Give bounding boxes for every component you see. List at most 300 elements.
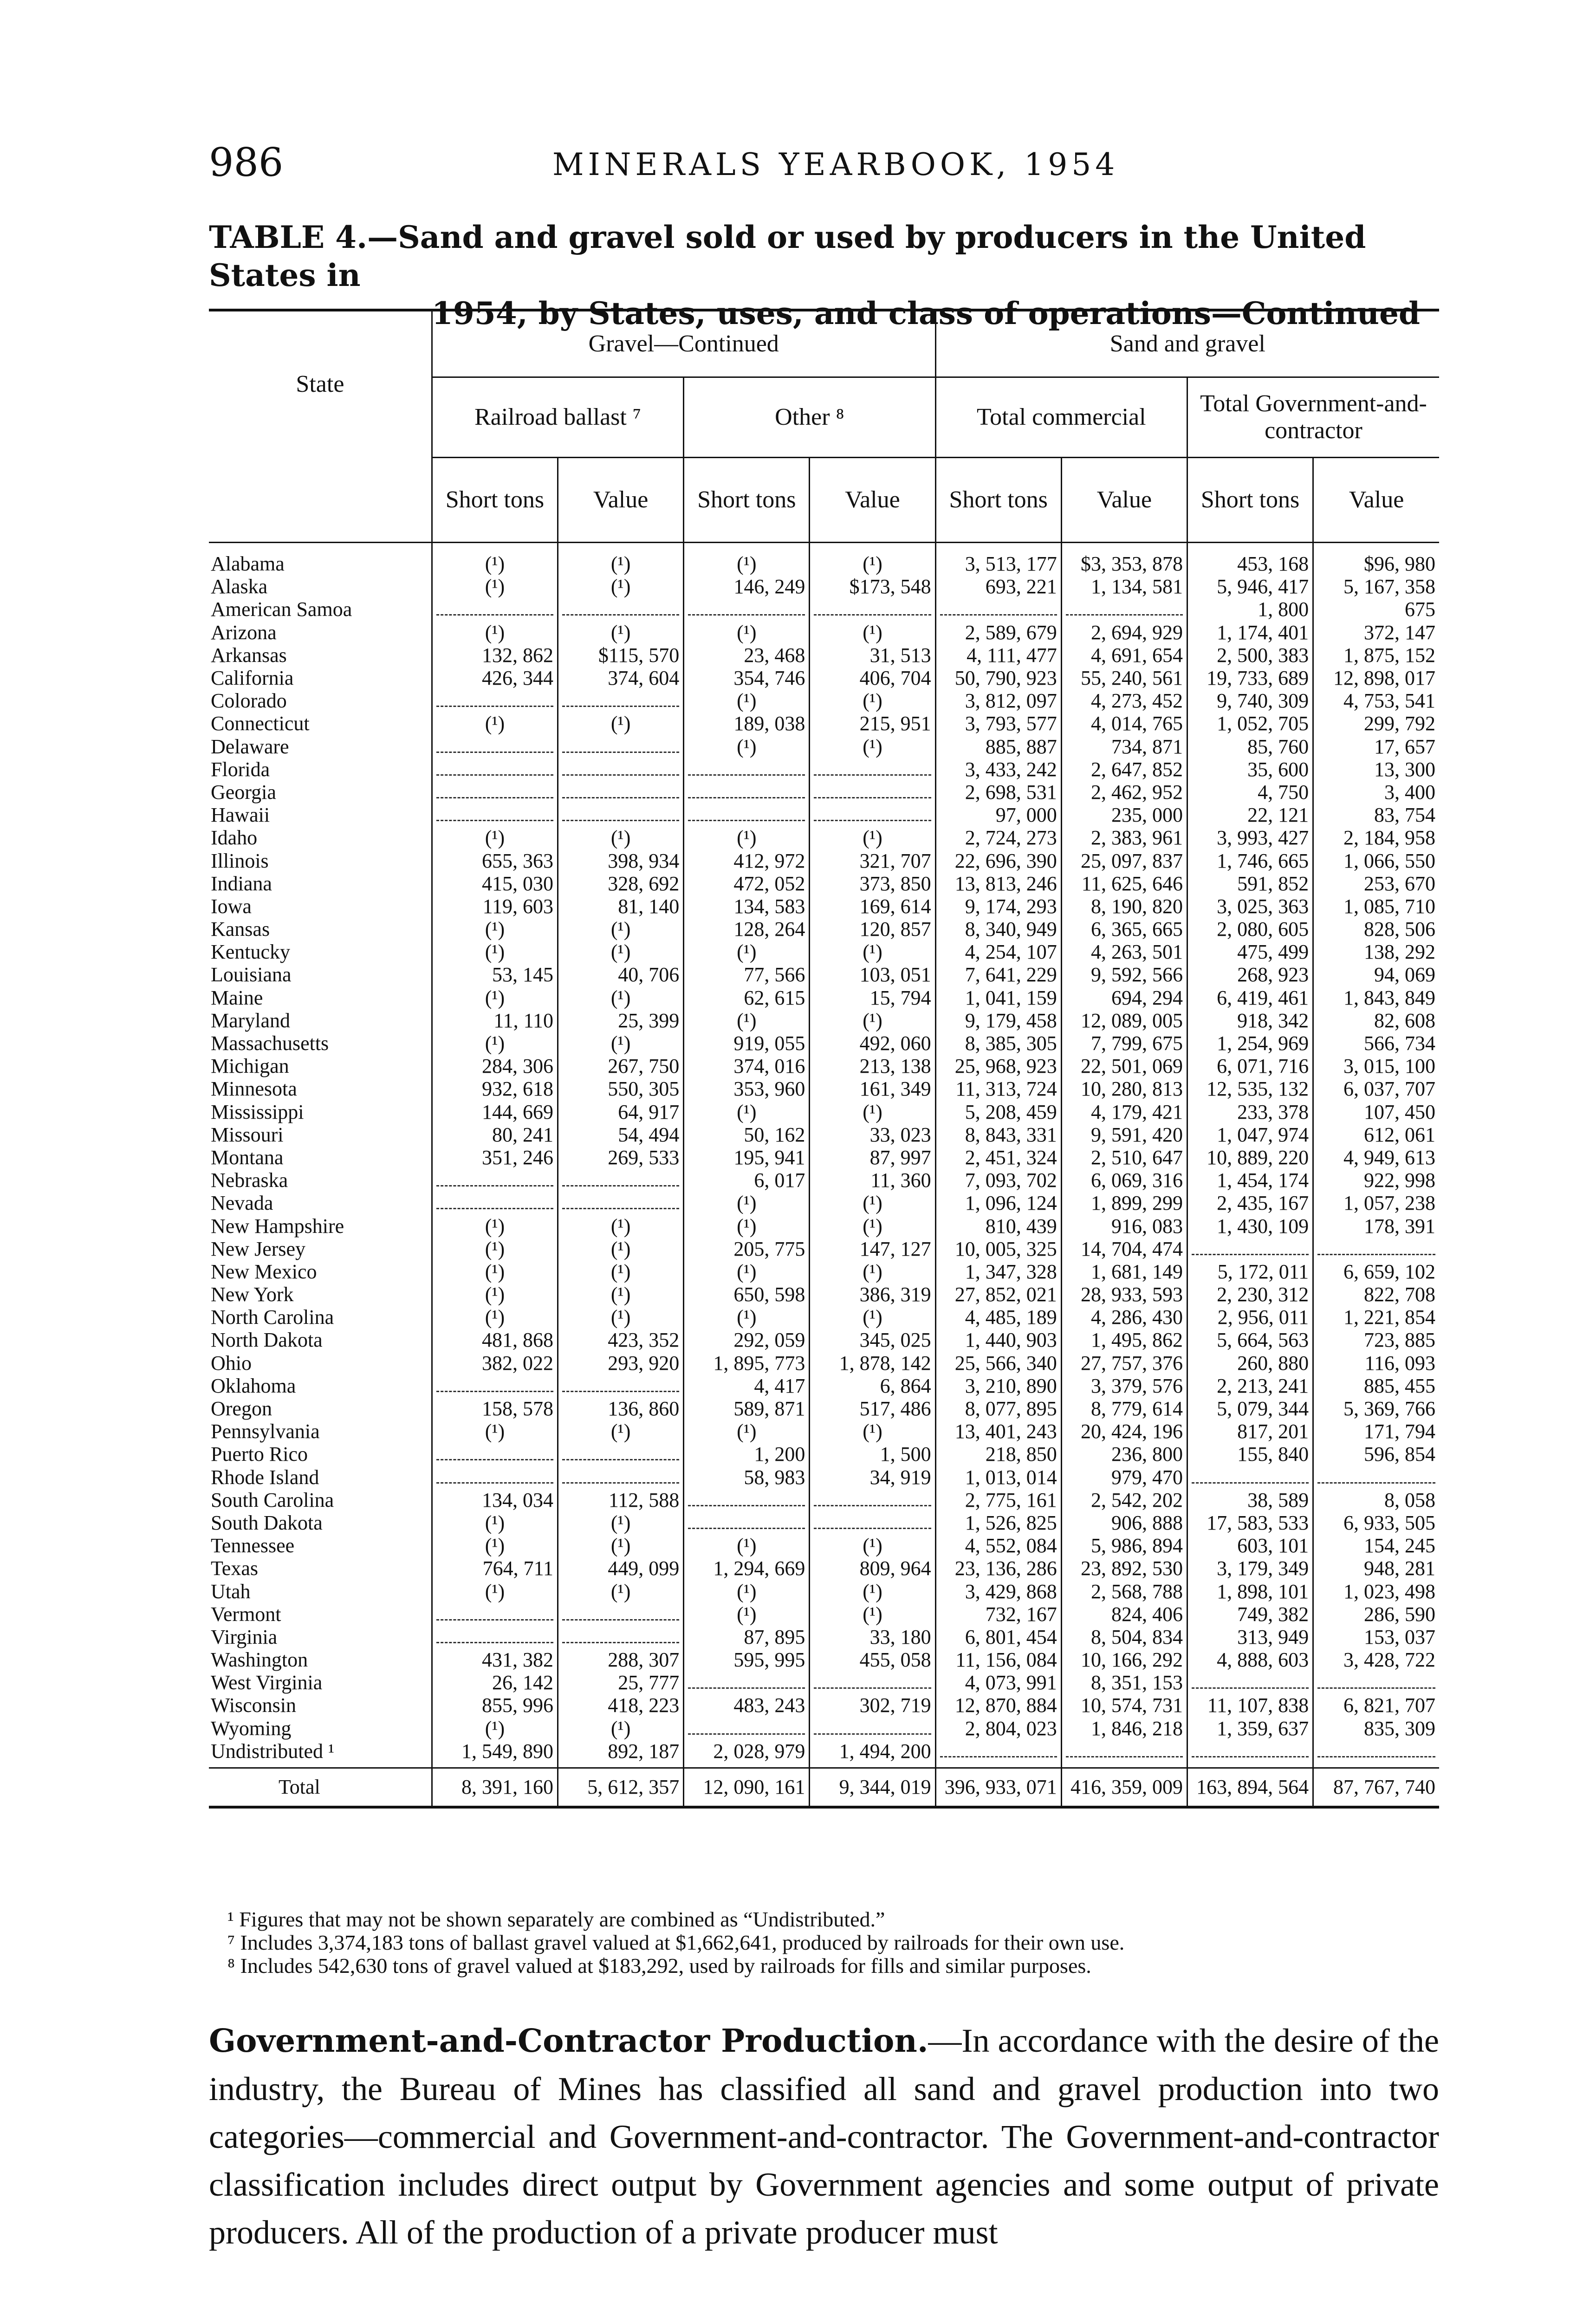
short-tons-header: Short tons	[935, 458, 1061, 543]
no-data-dash	[432, 781, 558, 804]
table-row	[209, 781, 1439, 804]
state-name-cell: West Virginia	[209, 1671, 432, 1694]
value-cell: $3, 353, 878	[1061, 543, 1187, 576]
value-cell: 146, 249	[684, 575, 810, 598]
value-cell: (¹)	[558, 1306, 684, 1329]
state-name-cell: Kentucky	[209, 940, 432, 963]
value-cell: 134, 034	[432, 1489, 558, 1511]
dash-line	[562, 809, 679, 821]
no-data-dash	[684, 1671, 810, 1694]
value-cell: 693, 221	[935, 575, 1061, 598]
value-cell: 53, 145	[432, 963, 558, 986]
value-cell: (¹)	[432, 1283, 558, 1306]
no-data-dash	[1187, 1238, 1313, 1260]
value-cell: 372, 147	[1364, 621, 1435, 644]
value-cell: 723, 885	[1364, 1329, 1435, 1352]
value-cell: 4, 750	[1187, 781, 1313, 804]
value-cell: 1, 023, 498	[1343, 1580, 1435, 1603]
value-cell: 4, 753, 541	[1343, 689, 1435, 713]
value-cell: (¹)	[558, 940, 684, 963]
value-cell: 2, 184, 958	[1343, 826, 1435, 849]
value-cell: 2, 956, 011	[1187, 1306, 1313, 1329]
value-cell: 3, 793, 577	[935, 712, 1061, 735]
value-cell: 2, 028, 979	[684, 1740, 810, 1768]
value-cell: 153, 037	[1364, 1625, 1435, 1648]
table-row	[209, 849, 1439, 872]
value-cell: 77, 566	[684, 963, 810, 986]
value-cell: 1, 454, 174	[1187, 1169, 1313, 1192]
value-cell: 2, 724, 273	[935, 826, 1061, 849]
value-cell: 412, 972	[684, 849, 810, 872]
sand-gravel-group-header: Sand and gravel	[935, 310, 1439, 377]
railroad-ballast-header: Railroad ballast ⁷	[432, 377, 683, 458]
value-cell: (¹)	[684, 1260, 810, 1283]
value-header: Value	[810, 458, 935, 543]
dash-line	[688, 603, 805, 616]
value-cell: 3, 429, 868	[935, 1580, 1061, 1602]
no-data-dash	[810, 1489, 935, 1511]
value-cell: 734, 871	[1061, 735, 1187, 758]
value-cell: (¹)	[684, 689, 810, 712]
value-cell: 218, 850	[935, 1443, 1061, 1465]
table-row	[209, 1306, 1439, 1329]
value-cell: 7, 093, 702	[935, 1169, 1061, 1192]
state-name-cell: New Jersey	[209, 1238, 432, 1260]
value-cell: (¹)	[684, 1101, 810, 1123]
dash-line	[562, 1174, 679, 1186]
table-row	[209, 1169, 1439, 1192]
table-row	[209, 1101, 1439, 1123]
state-name-cell: Connecticut	[209, 712, 432, 735]
no-data-dash	[432, 1192, 558, 1214]
value-cell: 6, 037, 707	[1343, 1077, 1435, 1101]
value-cell: (¹)	[558, 1032, 684, 1055]
value-cell: 189, 038	[684, 712, 810, 735]
dash-line	[436, 1471, 553, 1484]
dash-line	[436, 1380, 553, 1392]
value-cell: 302, 719	[810, 1694, 935, 1717]
value-cell: 2, 804, 023	[935, 1717, 1061, 1740]
state-name-cell: Texas	[209, 1557, 432, 1580]
dash-line	[562, 1380, 679, 1392]
value-cell: 3, 210, 890	[935, 1374, 1061, 1397]
no-data-dash	[432, 1443, 558, 1465]
state-name-cell: South Carolina	[209, 1489, 432, 1511]
no-data-dash	[810, 758, 935, 781]
value-cell: 328, 692	[558, 872, 684, 895]
value-cell: 4, 485, 189	[935, 1306, 1061, 1329]
value-cell: 144, 669	[432, 1101, 558, 1123]
value-cell: 119, 603	[432, 895, 558, 918]
no-data-dash	[810, 1671, 935, 1694]
value-cell: 12, 898, 017	[1333, 667, 1435, 690]
value-cell: 475, 499	[1187, 940, 1313, 963]
value-cell: (¹)	[558, 1420, 684, 1443]
state-name-cell: Indiana	[209, 872, 432, 895]
value-cell: (¹)	[558, 986, 684, 1009]
state-name-cell: Tennessee	[209, 1534, 432, 1557]
table-row	[209, 1214, 1439, 1237]
value-cell: 286, 590	[1364, 1602, 1435, 1626]
value-cell: 10, 889, 220	[1187, 1146, 1313, 1169]
value-cell: (¹)	[558, 543, 684, 576]
value-cell: 2, 698, 531	[935, 781, 1061, 804]
no-data-dash	[1313, 1671, 1439, 1694]
no-data-dash	[810, 781, 935, 804]
value-cell: (¹)	[558, 1283, 684, 1306]
value-cell: (¹)	[810, 1101, 935, 1123]
value-cell: 120, 857	[810, 918, 935, 940]
value-cell: 8, 077, 895	[935, 1397, 1061, 1420]
value-cell: 732, 167	[935, 1603, 1061, 1626]
value-cell: 4, 263, 501	[1061, 940, 1187, 963]
value-cell: 31, 513	[810, 644, 935, 667]
value-cell: 1, 174, 401	[1187, 621, 1313, 644]
dash-line	[1192, 1676, 1309, 1689]
value-cell: 9, 740, 309	[1187, 689, 1313, 712]
table-row	[209, 963, 1439, 986]
value-cell: 2, 435, 167	[1187, 1192, 1313, 1214]
value-cell: 5, 664, 563	[1187, 1329, 1313, 1351]
value-cell: 23, 468	[684, 644, 810, 667]
value-cell: (¹)	[432, 1032, 558, 1055]
state-name-cell: Georgia	[209, 781, 432, 804]
total-government-header: Total Government-and-contractor	[1187, 377, 1439, 458]
value-cell: 398, 934	[558, 849, 684, 872]
value-cell: 2, 230, 312	[1187, 1283, 1313, 1306]
value-cell: 589, 871	[684, 1397, 810, 1420]
no-data-dash	[558, 758, 684, 781]
value-cell: (¹)	[558, 575, 684, 598]
value-cell: 4, 286, 430	[1061, 1306, 1187, 1329]
value-cell: (¹)	[684, 1192, 810, 1214]
value-cell: (¹)	[810, 689, 935, 712]
dash-line	[1192, 1745, 1309, 1757]
value-cell: (¹)	[684, 1420, 810, 1443]
dash-line	[1066, 603, 1183, 616]
dash-line	[562, 603, 679, 616]
value-cell: 2, 647, 852	[1061, 758, 1187, 781]
state-name-cell: American Samoa	[209, 598, 432, 621]
value-cell: 1, 895, 773	[684, 1352, 810, 1374]
value-cell: 9, 592, 566	[1061, 963, 1187, 986]
value-cell: 694, 294	[1061, 986, 1187, 1009]
total-cell: 5, 612, 357	[558, 1768, 684, 1807]
value-cell: 195, 941	[684, 1146, 810, 1169]
value-cell: 112, 588	[558, 1489, 684, 1511]
value-cell: (¹)	[684, 1214, 810, 1237]
value-cell: 1, 899, 299	[1061, 1192, 1187, 1214]
value-cell: 94, 069	[1374, 963, 1435, 986]
no-data-dash	[810, 804, 935, 826]
value-cell: $96, 980	[1364, 552, 1435, 576]
value-cell: (¹)	[810, 1192, 935, 1214]
state-name-cell: Massachusetts	[209, 1032, 432, 1055]
table-row	[209, 598, 1439, 621]
table-row	[209, 826, 1439, 849]
dash-line	[562, 1448, 679, 1460]
value-cell: 4, 949, 613	[1343, 1146, 1435, 1169]
value-cell: 20, 424, 196	[1061, 1420, 1187, 1443]
value-cell: 351, 246	[432, 1146, 558, 1169]
state-name-cell: New York	[209, 1283, 432, 1306]
value-cell: 87, 997	[810, 1146, 935, 1169]
value-cell: 1, 347, 328	[935, 1260, 1061, 1283]
state-name-cell: Nevada	[209, 1192, 432, 1214]
table-row	[209, 1420, 1439, 1443]
table-row	[209, 1603, 1439, 1626]
dash-line	[436, 763, 553, 776]
value-cell: 6, 821, 707	[1343, 1694, 1435, 1717]
value-cell: (¹)	[810, 1214, 935, 1237]
value-cell: 6, 017	[684, 1169, 810, 1192]
dash-line	[562, 1608, 679, 1621]
value-cell: (¹)	[558, 918, 684, 940]
table-row	[209, 1557, 1439, 1580]
state-name-cell: Alaska	[209, 575, 432, 598]
table-row	[209, 667, 1439, 689]
value-header: Value	[1061, 458, 1187, 543]
value-cell: 13, 401, 243	[935, 1420, 1061, 1443]
value-cell: 591, 852	[1187, 872, 1313, 895]
value-cell: 4, 014, 765	[1061, 712, 1187, 735]
value-cell: 23, 892, 530	[1061, 1557, 1187, 1580]
state-name-cell: Ohio	[209, 1352, 432, 1374]
state-name-cell: Idaho	[209, 826, 432, 849]
value-cell: 916, 083	[1061, 1214, 1187, 1237]
value-cell: 2, 568, 788	[1061, 1580, 1187, 1602]
dash-line	[688, 1517, 805, 1529]
dash-line	[436, 740, 553, 753]
value-cell: 675	[1405, 598, 1435, 621]
total-cell: 87, 767, 740	[1313, 1768, 1439, 1807]
state-name-cell: Florida	[209, 758, 432, 781]
value-cell: 2, 080, 605	[1187, 918, 1313, 940]
state-name-cell: Montana	[209, 1146, 432, 1169]
value-cell: 8, 504, 834	[1061, 1626, 1187, 1648]
value-cell: 1, 085, 710	[1343, 895, 1435, 918]
value-cell: 453, 168	[1187, 543, 1313, 576]
value-cell: 828, 506	[1364, 918, 1435, 941]
no-data-dash	[558, 1374, 684, 1397]
value-cell: 1, 200	[684, 1443, 810, 1465]
value-cell: (¹)	[684, 621, 810, 644]
value-cell: 1, 047, 974	[1187, 1123, 1313, 1146]
no-data-dash	[558, 598, 684, 621]
table-row	[209, 986, 1439, 1009]
value-header: Value	[558, 458, 684, 543]
value-cell: 1, 846, 218	[1061, 1717, 1187, 1740]
value-cell: 483, 243	[684, 1694, 810, 1717]
value-cell: (¹)	[684, 1580, 810, 1602]
run-in-heading: Government-and-Contractor Production.	[209, 2023, 928, 2060]
no-data-dash	[558, 735, 684, 758]
value-cell: 235, 000	[1061, 804, 1187, 826]
value-cell: 373, 850	[810, 872, 935, 895]
value-cell: 1, 041, 159	[935, 986, 1061, 1009]
value-cell: 374, 604	[558, 667, 684, 689]
caption-line-2: 1954, by States, uses, and class of operations—Continued	[432, 295, 1421, 331]
state-name-cell: Washington	[209, 1648, 432, 1671]
table-row	[209, 735, 1439, 758]
value-cell: 948, 281	[1364, 1557, 1435, 1580]
value-cell: 4, 111, 477	[935, 644, 1061, 667]
value-cell: 10, 280, 813	[1061, 1077, 1187, 1100]
state-name-cell: Iowa	[209, 895, 432, 918]
value-cell: 25, 097, 837	[1061, 849, 1187, 872]
state-name-cell: Alabama	[209, 543, 432, 576]
value-cell: 147, 127	[810, 1238, 935, 1260]
value-cell: 824, 406	[1061, 1603, 1187, 1626]
dash-line	[562, 763, 679, 776]
value-cell: 1, 875, 152	[1343, 643, 1435, 667]
value-cell: 158, 578	[432, 1397, 558, 1420]
value-cell: (¹)	[558, 1260, 684, 1283]
table-row	[209, 1694, 1439, 1717]
value-cell: 299, 792	[1364, 712, 1435, 735]
state-name-cell: Oklahoma	[209, 1374, 432, 1397]
no-data-dash	[684, 758, 810, 781]
footnote-7: ⁷ Includes 3,374,183 tons of ballast gravel valued at $1,662,641, produced by railroads for their own use.	[227, 1931, 1125, 1954]
total-cell: 163, 894, 564	[1187, 1768, 1313, 1807]
value-cell: 13, 300	[1374, 758, 1435, 781]
dash-line	[814, 1722, 931, 1735]
table-row	[209, 689, 1439, 712]
dash-line	[562, 786, 679, 798]
value-cell: (¹)	[432, 1534, 558, 1557]
value-cell: (¹)	[810, 1534, 935, 1557]
value-cell: 12, 535, 132	[1187, 1077, 1313, 1100]
value-cell: (¹)	[432, 826, 558, 849]
no-data-dash	[684, 598, 810, 621]
value-cell: 284, 306	[432, 1055, 558, 1077]
value-cell: 40, 706	[558, 963, 684, 986]
value-cell: 27, 852, 021	[935, 1283, 1061, 1306]
value-cell: 612, 061	[1364, 1123, 1435, 1146]
table-row	[209, 1283, 1439, 1306]
value-cell: 178, 391	[1364, 1214, 1435, 1238]
value-cell: 3, 993, 427	[1187, 826, 1313, 849]
footnote-8: ⁸ Includes 542,630 tons of gravel valued at $183,292, used by railroads for fills and similar purposes.	[227, 1954, 1091, 1977]
no-data-dash	[558, 689, 684, 712]
value-cell: 6, 659, 102	[1343, 1260, 1435, 1283]
value-cell: 64, 917	[558, 1101, 684, 1123]
dash-line	[436, 1174, 553, 1186]
table-row	[209, 1511, 1439, 1534]
state-name-cell: Michigan	[209, 1055, 432, 1077]
value-cell: 919, 055	[684, 1032, 810, 1055]
value-cell: 603, 101	[1187, 1534, 1313, 1557]
value-cell: 3, 015, 100	[1343, 1055, 1435, 1078]
no-data-dash	[684, 1489, 810, 1511]
value-cell: 2, 213, 241	[1187, 1374, 1313, 1397]
value-cell: (¹)	[558, 1511, 684, 1534]
value-cell: 62, 615	[684, 986, 810, 1009]
value-cell: 885, 887	[935, 735, 1061, 758]
other-header: Other ⁸	[684, 377, 935, 458]
value-cell: 3, 428, 722	[1343, 1648, 1435, 1672]
value-cell: (¹)	[432, 1260, 558, 1283]
no-data-dash	[1313, 1740, 1439, 1768]
value-cell: (¹)	[432, 940, 558, 963]
no-data-dash	[684, 1717, 810, 1740]
value-cell: 764, 711	[432, 1557, 558, 1580]
value-cell: $173, 548	[810, 575, 935, 598]
value-cell: 1, 898, 101	[1187, 1580, 1313, 1602]
table-row	[209, 1374, 1439, 1397]
table-row	[209, 1329, 1439, 1351]
value-cell: 292, 059	[684, 1329, 810, 1351]
value-cell: 161, 349	[810, 1077, 935, 1100]
dash-line	[814, 1494, 931, 1506]
state-name-cell: North Dakota	[209, 1329, 432, 1351]
state-name-cell: Maryland	[209, 1009, 432, 1032]
no-data-dash	[1061, 598, 1187, 621]
value-cell: 288, 307	[558, 1648, 684, 1671]
value-cell: 268, 923	[1187, 963, 1313, 986]
value-cell: 260, 880	[1187, 1352, 1313, 1374]
dash-line	[1317, 1676, 1435, 1689]
value-cell: 134, 583	[684, 895, 810, 918]
value-cell: 4, 691, 654	[1061, 644, 1187, 667]
value-cell: 3, 179, 349	[1187, 1557, 1313, 1580]
value-cell: 4, 888, 603	[1187, 1648, 1313, 1671]
value-cell: 354, 746	[684, 667, 810, 689]
value-cell: 23, 136, 286	[935, 1557, 1061, 1580]
value-cell: 54, 494	[558, 1123, 684, 1146]
value-cell: 406, 704	[810, 667, 935, 689]
state-name-cell: Arizona	[209, 621, 432, 644]
value-cell: 455, 058	[810, 1648, 935, 1671]
total-cell: 12, 090, 161	[684, 1768, 810, 1807]
table-row	[209, 940, 1439, 963]
value-cell: (¹)	[810, 1009, 935, 1032]
value-cell: 1, 681, 149	[1061, 1260, 1187, 1283]
value-cell: (¹)	[684, 826, 810, 849]
dash-line	[436, 603, 553, 616]
value-cell: (¹)	[684, 1306, 810, 1329]
value-cell: 1, 494, 200	[810, 1740, 935, 1768]
body-paragraph	[209, 2017, 1439, 2256]
value-cell: 6, 933, 505	[1343, 1511, 1435, 1534]
state-name-cell: Louisiana	[209, 963, 432, 986]
value-cell: 8, 843, 331	[935, 1123, 1061, 1146]
state-name-cell: Pennsylvania	[209, 1420, 432, 1443]
table-row	[209, 1443, 1439, 1465]
value-cell: 2, 451, 324	[935, 1146, 1061, 1169]
running-title: MINERALS YEARBOOK, 1954	[552, 147, 1119, 182]
value-cell: 12, 089, 005	[1061, 1009, 1187, 1032]
value-cell: 321, 707	[810, 849, 935, 872]
table-row	[209, 804, 1439, 826]
page-number: 986	[209, 140, 284, 185]
value-cell: 749, 382	[1187, 1603, 1313, 1626]
value-cell: (¹)	[810, 1580, 935, 1602]
value-cell: (¹)	[810, 621, 935, 644]
dash-line	[562, 694, 679, 707]
no-data-dash	[810, 1511, 935, 1534]
value-cell: 2, 510, 647	[1061, 1146, 1187, 1169]
value-cell: 3, 025, 363	[1187, 895, 1313, 918]
state-name-cell: Utah	[209, 1580, 432, 1602]
no-data-dash	[432, 1626, 558, 1648]
value-cell: (¹)	[684, 1009, 810, 1032]
short-tons-header: Short tons	[684, 458, 810, 543]
no-data-dash	[558, 1626, 684, 1648]
value-cell: 236, 800	[1061, 1443, 1187, 1465]
value-cell: 11, 156, 084	[935, 1648, 1061, 1671]
value-cell: 5, 986, 894	[1061, 1534, 1187, 1557]
